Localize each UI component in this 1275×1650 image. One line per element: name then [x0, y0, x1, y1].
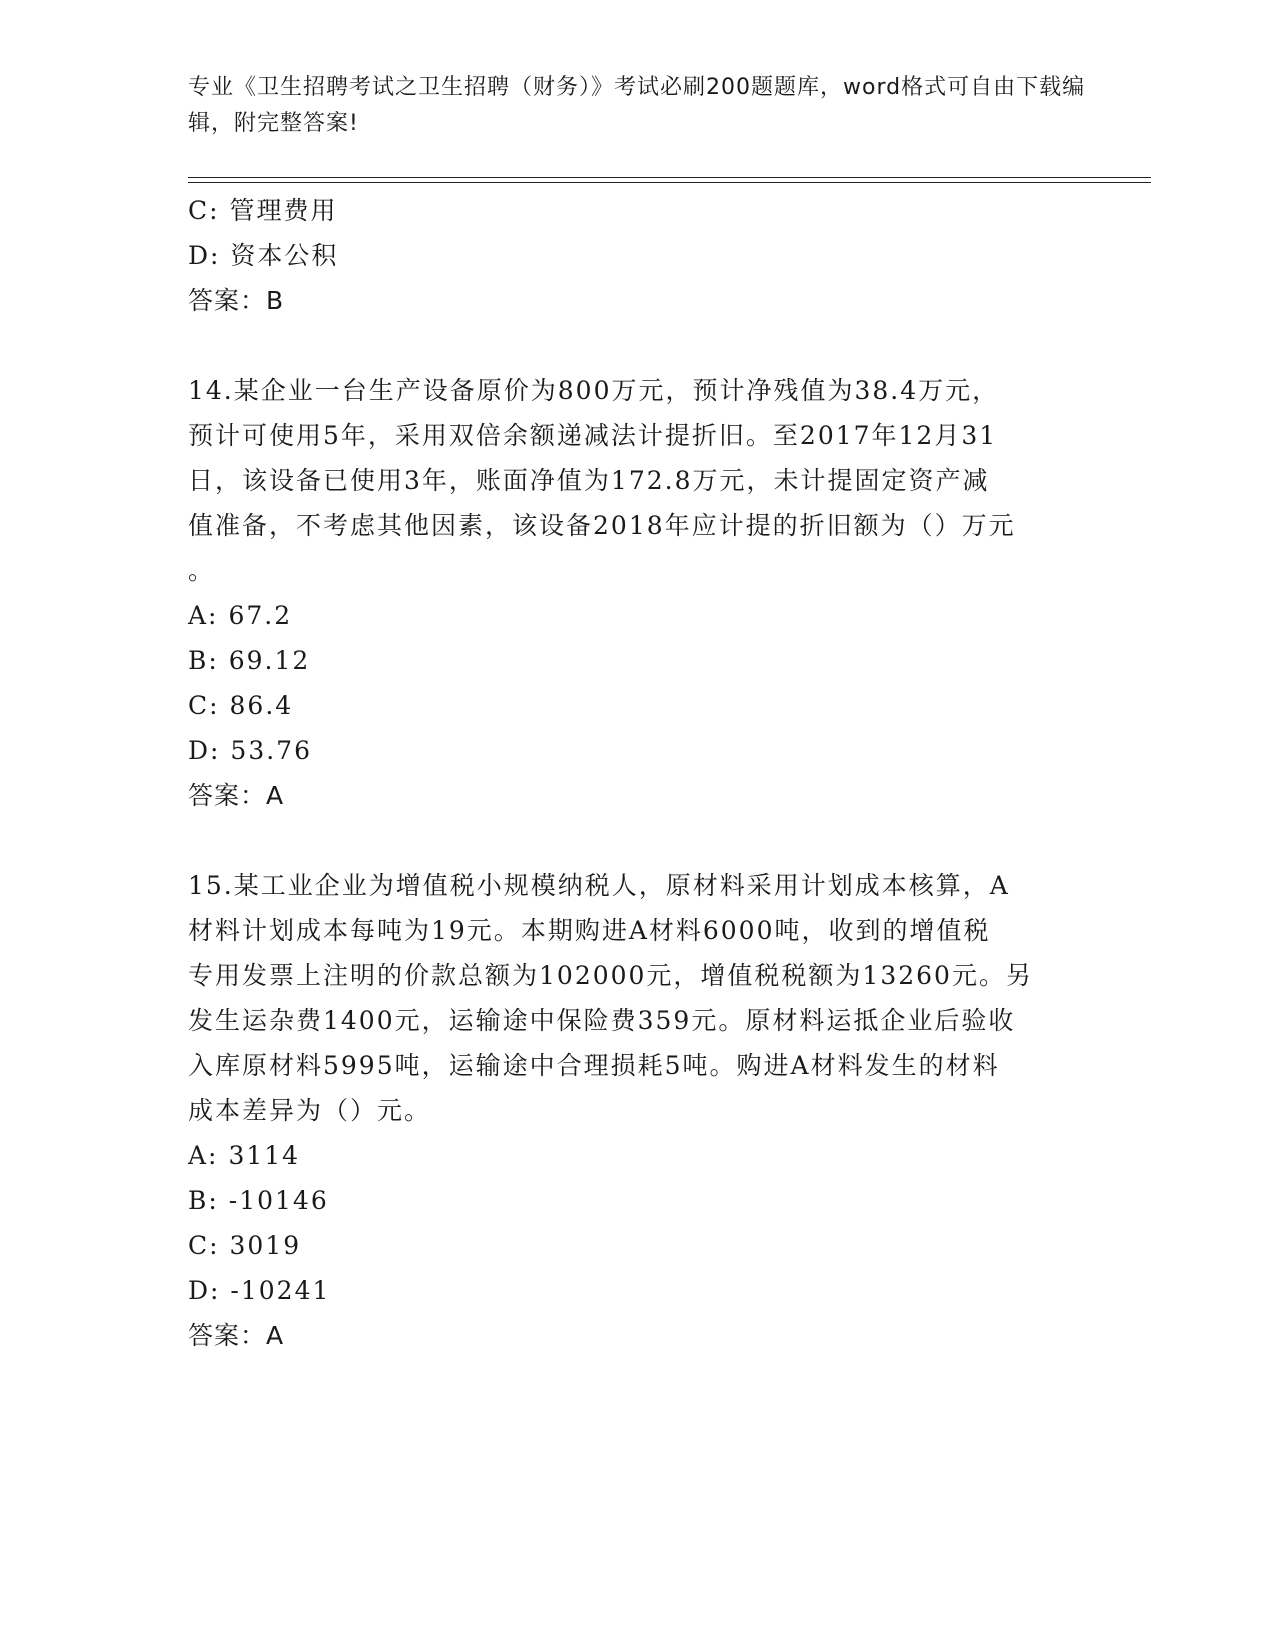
- question-13-tail: [188, 188, 1088, 323]
- answer-line: 答案：B: [188, 286, 285, 315]
- spacer: [188, 323, 1088, 368]
- question-stem-line: 入库原材料5995吨，运输途中合理损耗5吨。购进A材料发生的材料: [188, 1051, 1000, 1080]
- option-text: -10241: [230, 1276, 331, 1305]
- option-b: [188, 1178, 1088, 1223]
- question-stem-line: 预计可使用5年，采用双倍余额递减法计提折旧。至2017年12月31: [188, 421, 998, 450]
- option-c: [188, 683, 1088, 728]
- option-c: [188, 188, 1088, 233]
- question-stem-line: 日，该设备已使用3年，账面净值为172.8万元，未计提固定资产减: [188, 466, 990, 495]
- option-label: C:: [188, 691, 220, 720]
- question-stem-line: 发生运杂费1400元，运输途中保险费359元。原材料运抵企业后验收: [188, 1006, 1016, 1035]
- spacer: [188, 818, 1088, 863]
- question-stem-line: 。: [188, 556, 216, 585]
- option-text: -10146: [228, 1186, 329, 1215]
- option-text: 67.2: [228, 601, 293, 630]
- option-b: [188, 638, 1088, 683]
- page-header: [188, 70, 1088, 142]
- option-label: C:: [188, 1231, 220, 1260]
- header-rule-bottom: [188, 182, 1151, 183]
- option-text: 69.12: [228, 646, 311, 675]
- option-label: A:: [188, 1141, 219, 1170]
- option-text: 3114: [228, 1141, 301, 1170]
- option-label: D:: [188, 1276, 221, 1305]
- option-text: 资本公积: [230, 241, 339, 270]
- question-stem-line: 专用发票上注明的价款总额为102000元，增值税税额为13260元。另: [188, 961, 1033, 990]
- question-stem-line: 值准备，不考虑其他因素，该设备2018年应计提的折旧额为（）万元: [188, 511, 1016, 540]
- option-label: D:: [188, 241, 221, 270]
- option-text: 86.4: [229, 691, 294, 720]
- option-d: [188, 1268, 1088, 1313]
- option-label: A:: [188, 601, 219, 630]
- document-body: [188, 188, 1088, 1358]
- header-rule-top: [188, 177, 1151, 178]
- option-a: [188, 593, 1088, 638]
- option-d: [188, 728, 1088, 773]
- option-label: B:: [188, 1186, 219, 1215]
- option-a: [188, 1133, 1088, 1178]
- option-d: [188, 233, 1088, 278]
- option-text: 53.76: [230, 736, 312, 765]
- option-label: C:: [188, 196, 220, 225]
- option-label: B:: [188, 646, 219, 675]
- question-stem-line: 成本差异为（）元。: [188, 1096, 432, 1125]
- option-text: 3019: [229, 1231, 302, 1260]
- question-15: [188, 863, 1088, 1358]
- option-text: 管理费用: [229, 196, 338, 225]
- option-label: D:: [188, 736, 221, 765]
- question-stem-line: 材料计划成本每吨为19元。本期购进A材料6000吨，收到的增值税: [188, 916, 991, 945]
- question-14: [188, 368, 1088, 818]
- answer-line: 答案：A: [188, 781, 285, 810]
- answer-line: 答案：A: [188, 1321, 285, 1350]
- question-stem-line: 15.某工业企业为增值税小规模纳税人，原材料采用计划成本核算，A: [188, 871, 1010, 900]
- question-stem-line: 14.某企业一台生产设备原价为800万元，预计净残值为38.4万元，: [188, 376, 1000, 405]
- document-title: 专业《卫生招聘考试之卫生招聘（财务）》考试必刷200题题库，word格式可自由下载编辑，附完整答案!: [188, 75, 1086, 136]
- option-c: [188, 1223, 1088, 1268]
